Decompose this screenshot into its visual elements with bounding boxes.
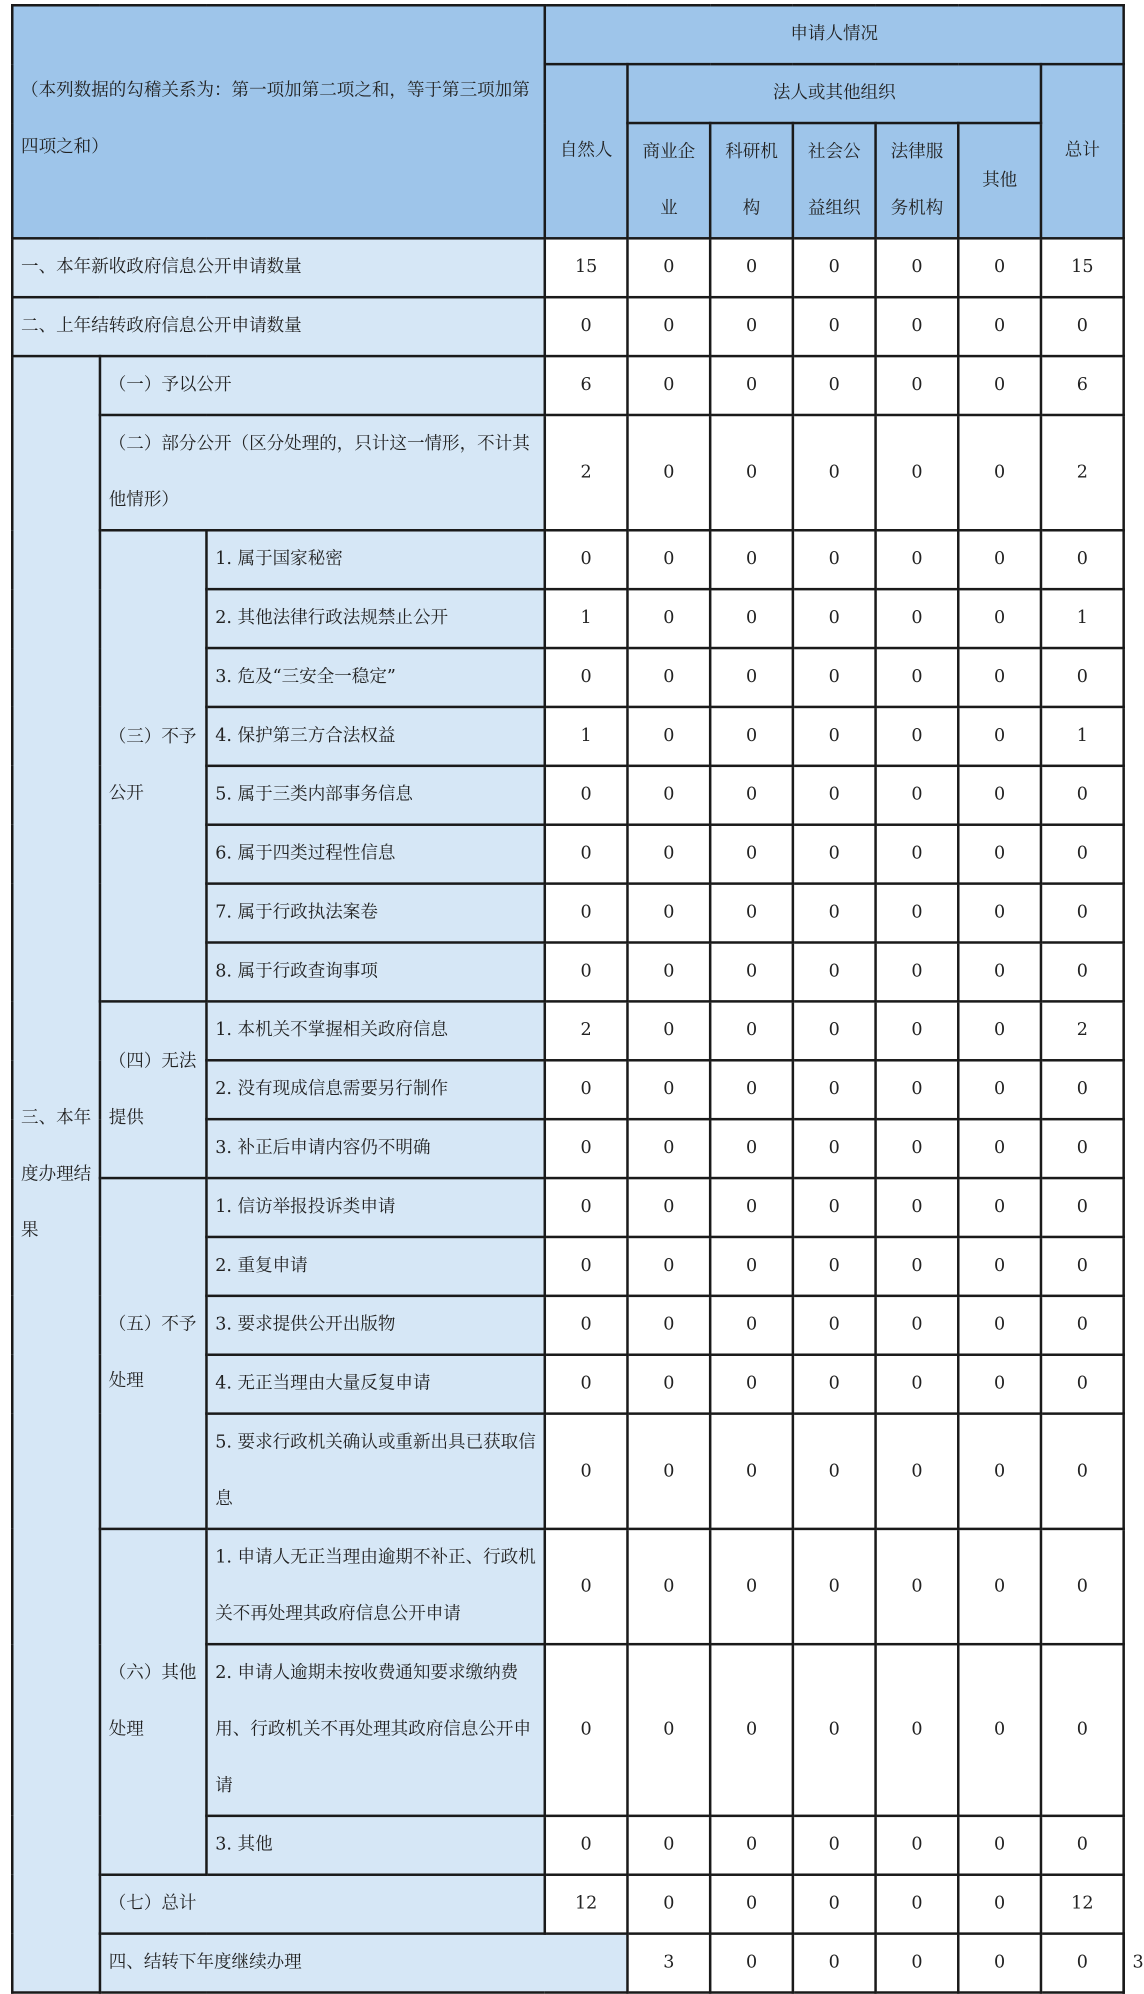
header-legal-service: 法律服务机构 [876, 123, 959, 238]
cell-value: 0 [710, 589, 793, 648]
cell-value: 0 [876, 589, 959, 648]
cell-value: 6 [545, 356, 628, 415]
cell-value: 15 [1041, 238, 1124, 297]
table-row [12, 1875, 1123, 1934]
cell-value: 0 [876, 1934, 959, 1993]
cell-value: 0 [545, 1237, 628, 1296]
cell-value: 0 [958, 1529, 1041, 1644]
cell-value: 0 [958, 1934, 1041, 1993]
cell-value: 0 [793, 1355, 876, 1414]
cell-value: 0 [958, 884, 1041, 943]
cell-value: 0 [958, 589, 1041, 648]
cell-value: 0 [627, 1237, 710, 1296]
cell-value: 2 [1041, 415, 1124, 530]
cell-value: 0 [793, 238, 876, 297]
row-label: 2. 申请人逾期未按收费通知要求缴纳费用、行政机关不再处理其政府信息公开申请 [206, 1644, 544, 1816]
cell-value: 0 [710, 1296, 793, 1355]
cell-value: 0 [627, 1414, 710, 1529]
cell-value: 0 [876, 648, 959, 707]
cell-value: 0 [958, 648, 1041, 707]
cell-value: 0 [958, 1296, 1041, 1355]
table-row [12, 297, 1123, 356]
cell-value: 0 [710, 530, 793, 589]
cell-value: 0 [793, 707, 876, 766]
cell-value: 0 [545, 648, 628, 707]
cell-value: 0 [627, 238, 710, 297]
cell-value: 0 [876, 942, 959, 1001]
cell-value: 0 [958, 1178, 1041, 1237]
cell-value: 0 [958, 1001, 1041, 1060]
cell-value: 0 [627, 1875, 710, 1934]
cell-value: 0 [1041, 1529, 1124, 1644]
row-label: 5. 属于三类内部事务信息 [206, 766, 544, 825]
cell-value: 0 [627, 1296, 710, 1355]
cell-value: 0 [876, 530, 959, 589]
cell-value: 0 [1041, 1414, 1124, 1529]
cell-value: 0 [876, 415, 959, 530]
cell-value: 2 [545, 415, 628, 530]
cell-value: 0 [627, 648, 710, 707]
cell-value: 0 [1041, 1296, 1124, 1355]
cell-value: 0 [710, 707, 793, 766]
cell-value: 0 [1041, 825, 1124, 884]
header-legal-org: 法人或其他组织 [627, 64, 1040, 123]
header-social-welfare: 社会公益组织 [793, 123, 876, 238]
cell-value: 0 [710, 297, 793, 356]
header-note [12, 5, 545, 238]
cell-value: 0 [876, 1644, 959, 1816]
header-research: 科研机构 [710, 123, 793, 238]
cell-value: 0 [710, 1414, 793, 1529]
cell-value: 0 [793, 1296, 876, 1355]
cell-value: 0 [1041, 1816, 1124, 1875]
cell-value: 0 [876, 1816, 959, 1875]
header-commercial: 商业企业 [627, 123, 710, 238]
cell-value: 0 [627, 1119, 710, 1178]
header-natural-person: 自然人 [545, 64, 628, 238]
cell-value: 0 [545, 1355, 628, 1414]
cell-value: 0 [545, 1529, 628, 1644]
cell-value: 0 [545, 1296, 628, 1355]
cell-value: 0 [545, 1119, 628, 1178]
cell-value: 1 [545, 707, 628, 766]
cell-value: 0 [1041, 1178, 1124, 1237]
row-label: 8. 属于行政查询事项 [206, 942, 544, 1001]
cell-value: 0 [958, 1237, 1041, 1296]
cell-value: 0 [1041, 942, 1124, 1001]
header-note-text: （本列数据的勾稽关系为：第一项加第二项之和，等于第三项加第四项之和） [21, 80, 530, 157]
cell-value: 0 [545, 1060, 628, 1119]
cell-value: 0 [627, 530, 710, 589]
cell-value: 0 [876, 1529, 959, 1644]
cell-value: 0 [793, 1178, 876, 1237]
table-row [12, 1001, 1123, 1060]
cell-value: 0 [710, 1060, 793, 1119]
cell-value: 0 [710, 1119, 793, 1178]
cell-value: 0 [958, 1414, 1041, 1529]
row-label: 四、结转下年度继续办理 [100, 1934, 628, 1993]
cell-value: 0 [710, 942, 793, 1001]
cell-value: 0 [958, 766, 1041, 825]
cell-value: 0 [876, 1237, 959, 1296]
cell-value: 0 [1041, 1119, 1124, 1178]
cell-value: 2 [1041, 1001, 1124, 1060]
cell-value: 0 [627, 942, 710, 1001]
gov-info-disclosure-table [11, 4, 1144, 1994]
cell-value: 0 [627, 589, 710, 648]
cell-value: 0 [876, 766, 959, 825]
cell-value: 0 [710, 1644, 793, 1816]
header-other: 其他 [958, 123, 1041, 238]
cell-value: 0 [1041, 1237, 1124, 1296]
cell-value: 0 [545, 297, 628, 356]
cell-value: 0 [793, 766, 876, 825]
cell-value: 0 [1041, 297, 1124, 356]
row-label: 一、本年新收政府信息公开申请数量 [12, 238, 545, 297]
cell-value: 12 [1041, 1875, 1124, 1934]
cell-value: 0 [627, 1816, 710, 1875]
cell-value: 0 [793, 1001, 876, 1060]
cell-value: 0 [793, 1529, 876, 1644]
cell-value: 0 [627, 1060, 710, 1119]
cell-value: 0 [1041, 530, 1124, 589]
cell-value: 0 [627, 825, 710, 884]
cell-value: 0 [710, 1934, 793, 1993]
group6-label: （六）其他处理 [100, 1529, 207, 1875]
cell-value: 0 [545, 530, 628, 589]
group3-label: （三）不予公开 [100, 530, 207, 1001]
cell-value: 0 [793, 1875, 876, 1934]
cell-value: 0 [793, 884, 876, 943]
cell-value: 0 [627, 1355, 710, 1414]
row-label: 4. 保护第三方合法权益 [206, 707, 544, 766]
cell-value: 0 [876, 1414, 959, 1529]
cell-value: 0 [1041, 1934, 1124, 1993]
cell-value: 0 [627, 707, 710, 766]
cell-value: 0 [958, 297, 1041, 356]
row-label: 2. 重复申请 [206, 1237, 544, 1296]
cell-value: 1 [545, 589, 628, 648]
table-row: 四、结转下年度继续办理 3 0 0 0 0 0 3 [12, 1934, 1123, 1993]
cell-value: 0 [958, 1644, 1041, 1816]
row-label: 4. 无正当理由大量反复申请 [206, 1355, 544, 1414]
cell-value: 6 [1041, 356, 1124, 415]
cell-value: 0 [1041, 1355, 1124, 1414]
cell-value: 0 [793, 1237, 876, 1296]
cell-value: 0 [710, 1529, 793, 1644]
cell-value: 0 [793, 297, 876, 356]
cell-value: 15 [545, 238, 628, 297]
row-label: （一）予以公开 [100, 356, 545, 415]
row-label: 3. 其他 [206, 1816, 544, 1875]
cell-value: 0 [958, 825, 1041, 884]
cell-value: 0 [627, 356, 710, 415]
cell-value: 0 [710, 884, 793, 943]
cell-value: 0 [876, 1178, 959, 1237]
cell-value: 0 [793, 356, 876, 415]
cell-value: 0 [545, 1816, 628, 1875]
row-label: 6. 属于四类过程性信息 [206, 825, 544, 884]
cell-value: 0 [627, 766, 710, 825]
cell-value: 0 [710, 356, 793, 415]
cell-value: 0 [627, 297, 710, 356]
cell-value: 0 [545, 942, 628, 1001]
row-label: 二、上年结转政府信息公开申请数量 [12, 297, 545, 356]
cell-value: 0 [710, 1816, 793, 1875]
report-table-wrapper [11, 4, 1144, 1994]
cell-value: 0 [710, 1178, 793, 1237]
cell-value: 0 [627, 415, 710, 530]
row-label: 3. 危及“三安全一稳定” [206, 648, 544, 707]
cell-value: 0 [793, 1119, 876, 1178]
cell-value: 0 [876, 1001, 959, 1060]
cell-value: 0 [710, 415, 793, 530]
cell-value: 0 [876, 1875, 959, 1934]
cell-value: 0 [876, 1119, 959, 1178]
row-label: 5. 要求行政机关确认或重新出具已获取信息 [206, 1414, 544, 1529]
cell-value: 0 [710, 1355, 793, 1414]
cell-value: 0 [1041, 766, 1124, 825]
row-label: 3. 补正后申请内容仍不明确 [206, 1119, 544, 1178]
cell-value: 1 [1041, 589, 1124, 648]
cell-value: 0 [876, 238, 959, 297]
header-total: 总计 [1041, 64, 1124, 238]
cell-value: 0 [958, 1119, 1041, 1178]
cell-value: 0 [876, 884, 959, 943]
cell-value: 0 [627, 1529, 710, 1644]
cell-value: 0 [793, 1816, 876, 1875]
group5-label: （五）不予处理 [100, 1178, 207, 1529]
cell-value: 0 [793, 589, 876, 648]
cell-value: 0 [710, 1875, 793, 1934]
cell-value: 0 [545, 1414, 628, 1529]
cell-value: 0 [545, 825, 628, 884]
row-label: 1. 本机关不掌握相关政府信息 [206, 1001, 544, 1060]
cell-value: 0 [876, 1355, 959, 1414]
cell-value: 0 [545, 884, 628, 943]
table-row [12, 238, 1123, 297]
section3-label: 三、本年度办理结果 [12, 356, 100, 1992]
cell-value: 0 [958, 1816, 1041, 1875]
group4-label: （四）无法提供 [100, 1001, 207, 1178]
cell-value: 0 [627, 1178, 710, 1237]
cell-value: 0 [1041, 1060, 1124, 1119]
cell-value: 0 [793, 1934, 876, 1993]
cell-value: 0 [958, 1355, 1041, 1414]
row-label: 1. 信访举报投诉类申请 [206, 1178, 544, 1237]
row-label: 7. 属于行政执法案卷 [206, 884, 544, 943]
row-label: （七）总计 [100, 1875, 545, 1934]
cell-value: 3 [627, 1934, 710, 1993]
cell-value: 0 [876, 1296, 959, 1355]
cell-value: 0 [627, 1001, 710, 1060]
cell-value: 0 [710, 766, 793, 825]
cell-value: 0 [710, 825, 793, 884]
cell-value: 0 [958, 1060, 1041, 1119]
row-label: （二）部分公开（区分处理的，只计这一情形，不计其他情形） [100, 415, 545, 530]
row-label: 3. 要求提供公开出版物 [206, 1296, 544, 1355]
header-applicant: 申请人情况 [545, 5, 1124, 64]
cell-value: 0 [710, 648, 793, 707]
cell-value: 0 [627, 1644, 710, 1816]
cell-value: 0 [876, 297, 959, 356]
cell-value: 0 [958, 707, 1041, 766]
cell-value: 12 [545, 1875, 628, 1934]
cell-value: 0 [876, 1060, 959, 1119]
cell-value: 0 [958, 942, 1041, 1001]
cell-value: 0 [876, 707, 959, 766]
cell-value: 1 [1041, 707, 1124, 766]
cell-value: 0 [958, 415, 1041, 530]
cell-value: 0 [793, 942, 876, 1001]
cell-value: 0 [958, 530, 1041, 589]
row-label: 2. 其他法律行政法规禁止公开 [206, 589, 544, 648]
cell-value: 0 [793, 530, 876, 589]
table-row [12, 1178, 1123, 1237]
cell-value: 0 [710, 1001, 793, 1060]
cell-value: 0 [1041, 884, 1124, 943]
cell-value: 0 [627, 884, 710, 943]
row-label: 2. 没有现成信息需要另行制作 [206, 1060, 544, 1119]
cell-value: 0 [793, 825, 876, 884]
cell-value: 0 [793, 1060, 876, 1119]
table-row [12, 415, 1123, 530]
cell-value: 0 [793, 415, 876, 530]
cell-value: 0 [793, 1644, 876, 1816]
cell-value: 0 [793, 648, 876, 707]
cell-value: 0 [876, 356, 959, 415]
cell-value: 0 [545, 766, 628, 825]
cell-value: 0 [876, 825, 959, 884]
table-row [12, 356, 1123, 415]
row-label: 1. 属于国家秘密 [206, 530, 544, 589]
cell-value: 0 [1041, 1644, 1124, 1816]
cell-value: 0 [710, 238, 793, 297]
table-row [12, 1529, 1123, 1644]
cell-value: 2 [545, 1001, 628, 1060]
cell-value: 0 [1041, 648, 1124, 707]
row-label: 1. 申请人无正当理由逾期不补正、行政机关不再处理其政府信息公开申请 [206, 1529, 544, 1644]
cell-value: 0 [545, 1644, 628, 1816]
cell-value: 0 [710, 1237, 793, 1296]
cell-value: 0 [793, 1414, 876, 1529]
cell-value: 0 [545, 1178, 628, 1237]
cell-value: 0 [958, 238, 1041, 297]
cell-value: 0 [958, 1875, 1041, 1934]
cell-value: 0 [958, 356, 1041, 415]
table-row [12, 530, 1123, 589]
